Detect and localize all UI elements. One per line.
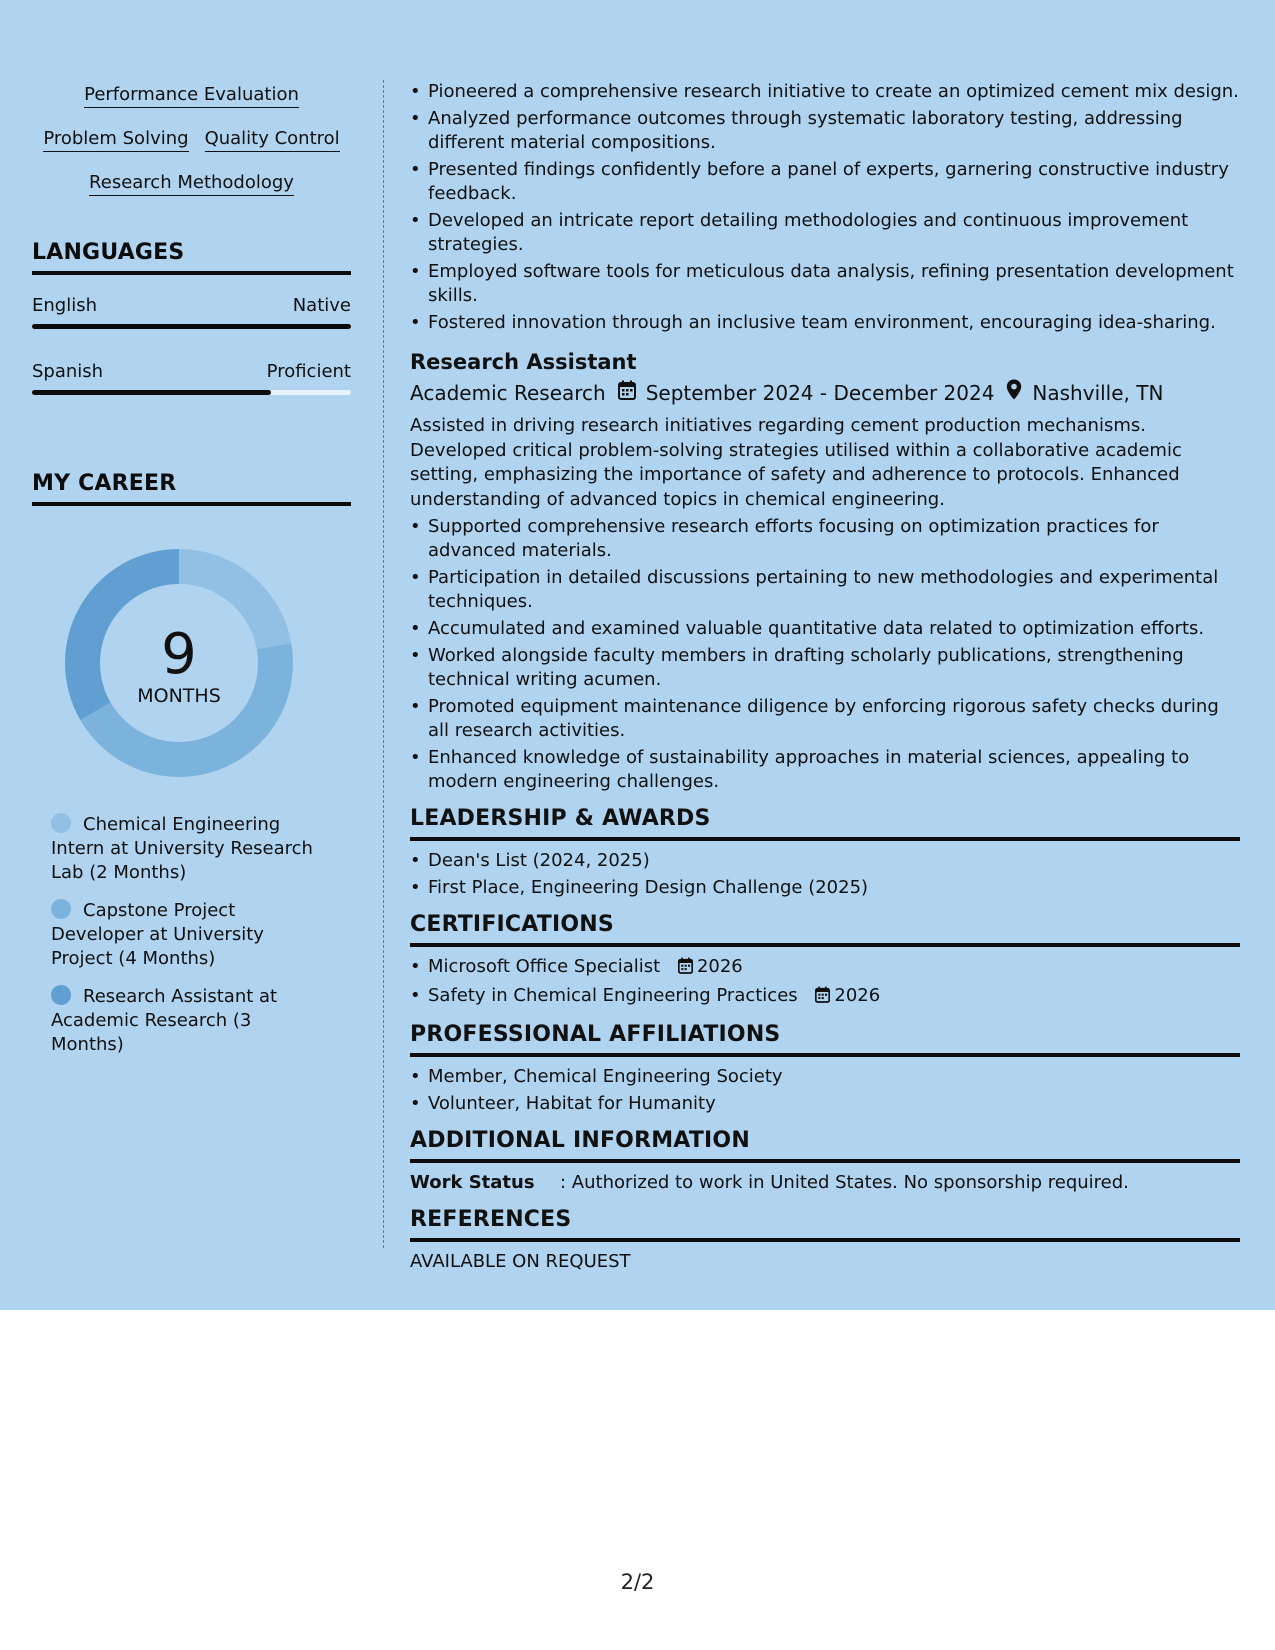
skills-list — [32, 84, 351, 196]
calendar-icon — [678, 957, 693, 981]
cert-name: Microsoft Office Specialist — [428, 956, 661, 977]
references-section — [410, 1207, 1240, 1274]
list-item: • Fostered innovation through an inclusive team environment, encouraging idea-sharing. — [410, 311, 1240, 335]
additional-section — [410, 1128, 1240, 1195]
cert-year: 2026 — [834, 985, 881, 1006]
affiliations-list — [410, 1065, 1240, 1116]
language-name: Spanish — [32, 361, 104, 382]
skill-row — [32, 84, 351, 108]
career-title: MY CAREER — [32, 471, 177, 496]
skill-row — [32, 128, 351, 152]
section-rule — [32, 502, 351, 506]
legend-label: Research Assistant at Academic Research (3 Months) — [51, 986, 278, 1055]
references-title: REFERENCES — [410, 1207, 572, 1232]
cert-date — [678, 956, 743, 977]
affiliations-title: PROFESSIONAL AFFILIATIONS — [410, 1022, 781, 1047]
previous-job-bullets — [410, 80, 1240, 335]
page-number: 2/2 — [620, 1570, 655, 1594]
list-item: • Presented findings confidently before a panel of experts, garnering constructive industry feedback. — [410, 158, 1240, 206]
work-status-value: : Authorized to work in United States. No sponsorship required. — [560, 1172, 1129, 1193]
list-item: • First Place, Engineering Design Challenge (2025) — [410, 876, 1240, 900]
legend-item — [51, 985, 322, 1057]
skill-row — [32, 172, 351, 196]
cert-year: 2026 — [696, 956, 743, 977]
certifications-list — [410, 955, 1240, 1010]
job-title: Research Assistant — [410, 350, 637, 374]
list-item: • Supported comprehensive research efforts focusing on optimization practices for advanced materials. — [410, 515, 1240, 563]
map-pin-icon — [1006, 379, 1022, 406]
legend-label: Chemical Engineering Intern at University Research Lab (2 Months) — [51, 814, 313, 883]
job-company: Academic Research — [410, 380, 606, 405]
list-item: • Member, Chemical Engineering Society — [410, 1065, 1240, 1089]
language-bar — [32, 324, 351, 329]
language-level: Native — [292, 295, 351, 316]
left-column — [32, 84, 351, 1071]
skill-tag: Quality Control — [205, 128, 340, 152]
job-description: Assisted in driving research initiatives regarding cement production mechanisms. Developed critical problem-solving strategies utilised within a collaborative academic setting, emphasizing the importance of safety and adherence to protocols. Enhanced understanding of advanced topics in chemical engineering. — [410, 415, 1182, 510]
calendar-icon — [618, 380, 636, 406]
language-name: English — [32, 295, 97, 316]
list-item: • Volunteer, Habitat for Humanity — [410, 1092, 1240, 1116]
legend-dot — [51, 985, 71, 1005]
calendar-icon — [815, 986, 830, 1010]
work-status-row — [410, 1171, 1240, 1195]
section-rule — [410, 1053, 1240, 1057]
list-item: • Worked alongside faculty members in drafting scholarly publications, strengthening technical writing acumen. — [410, 644, 1240, 692]
legend-item — [51, 813, 322, 885]
language-bar-fill — [32, 324, 351, 329]
list-item: • Pioneered a comprehensive research initiative to create an optimized cement mix design. — [410, 80, 1240, 104]
job-meta — [410, 379, 1240, 406]
donut-center — [65, 549, 293, 777]
right-column — [410, 80, 1240, 1274]
legend-label: Capstone Project Developer at University Project (4 Months) — [51, 900, 264, 969]
languages-title: LANGUAGES — [32, 240, 185, 265]
job-location: Nashville, TN — [1032, 380, 1164, 405]
job-bullets — [410, 515, 1240, 794]
language-level: Proficient — [266, 361, 351, 382]
certifications-section — [410, 912, 1240, 1010]
references-text: AVAILABLE ON REQUEST — [410, 1251, 631, 1272]
career-legend — [32, 813, 322, 1057]
column-divider — [383, 80, 384, 1248]
awards-title: LEADERSHIP & AWARDS — [410, 806, 711, 831]
career-unit: MONTHS — [137, 685, 221, 707]
work-status-label: Work Status — [410, 1172, 535, 1193]
section-rule — [410, 837, 1240, 841]
language-item — [32, 295, 351, 316]
additional-title: ADDITIONAL INFORMATION — [410, 1128, 750, 1153]
list-item: • Employed software tools for meticulous data analysis, refining presentation development skills. — [410, 260, 1240, 308]
cert-name: Safety in Chemical Engineering Practices — [428, 985, 798, 1006]
section-rule — [410, 1238, 1240, 1242]
list-item: • Participation in detailed discussions pertaining to new methodologies and experimental techniques. — [410, 566, 1240, 614]
certifications-title: CERTIFICATIONS — [410, 912, 614, 937]
list-item: • Promoted equipment maintenance diligence by enforcing rigorous safety checks during all research activities. — [410, 695, 1240, 743]
legend-item — [51, 899, 322, 971]
list-item: • Analyzed performance outcomes through systematic laboratory testing, addressing different material compositions. — [410, 107, 1240, 155]
job-dates: September 2024 - December 2024 — [645, 380, 995, 405]
language-item — [32, 361, 351, 382]
career-section — [32, 471, 351, 1057]
legend-dot — [51, 813, 71, 833]
language-bar-fill — [32, 390, 271, 395]
legend-dot — [51, 899, 71, 919]
section-rule — [410, 943, 1240, 947]
career-donut-chart — [65, 549, 293, 777]
affiliations-section — [410, 1022, 1240, 1116]
language-bar — [32, 390, 351, 395]
skill-tag: Research Methodology — [89, 172, 294, 196]
list-item — [410, 955, 1240, 981]
list-item: • Accumulated and examined valuable quantitative data related to optimization efforts. — [410, 617, 1240, 641]
languages-section — [32, 240, 351, 395]
awards-section — [410, 806, 1240, 900]
cert-date — [815, 985, 880, 1006]
list-item: • Dean's List (2024, 2025) — [410, 849, 1240, 873]
awards-list — [410, 849, 1240, 900]
list-item — [410, 984, 1240, 1010]
skill-tag: Performance Evaluation — [84, 84, 299, 108]
career-total: 9 — [161, 622, 197, 687]
section-rule — [410, 1159, 1240, 1163]
list-item: • Enhanced knowledge of sustainability approaches in material sciences, appealing to modern engineering challenges. — [410, 746, 1240, 794]
skill-tag: Problem Solving — [43, 128, 188, 152]
list-item: • Developed an intricate report detailing methodologies and continuous improvement strategies. — [410, 209, 1240, 257]
section-rule — [32, 271, 351, 275]
